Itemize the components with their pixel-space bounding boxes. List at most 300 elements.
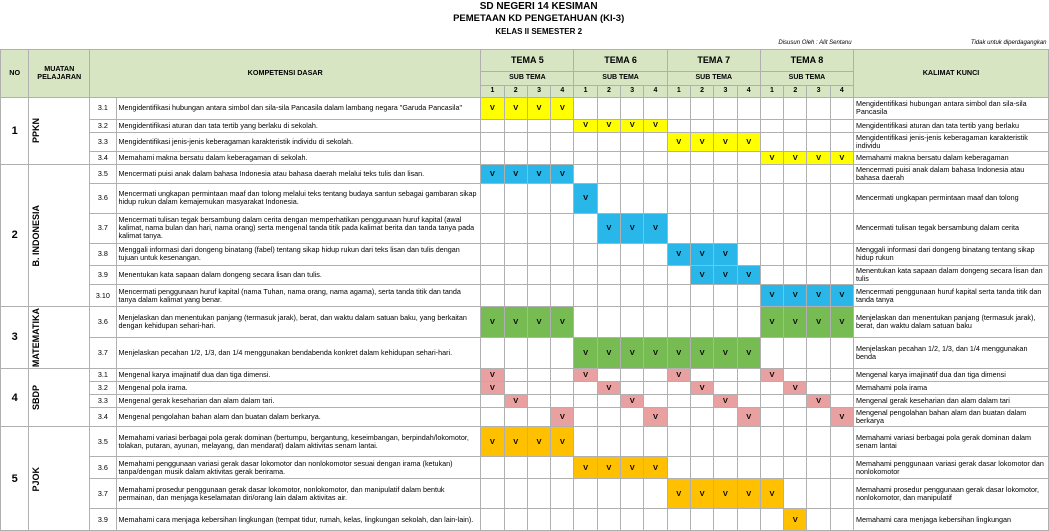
mark-cell[interactable]: V <box>644 213 667 243</box>
mark-cell[interactable]: V <box>714 243 737 265</box>
mark-cell[interactable]: V <box>714 265 737 284</box>
mark-cell[interactable]: V <box>551 164 574 183</box>
mark-cell[interactable] <box>621 509 644 531</box>
mark-cell[interactable] <box>551 457 574 479</box>
mark-cell[interactable] <box>551 119 574 132</box>
mark-cell[interactable] <box>574 151 597 164</box>
mark-cell[interactable] <box>551 509 574 531</box>
mark-cell[interactable] <box>807 213 830 243</box>
mark-cell[interactable]: V <box>714 338 737 369</box>
mark-cell[interactable] <box>574 479 597 509</box>
mark-cell[interactable]: V <box>737 132 760 151</box>
mark-cell[interactable] <box>644 307 667 338</box>
mark-cell[interactable] <box>807 265 830 284</box>
mark-cell[interactable]: V <box>667 369 690 382</box>
mark-cell[interactable] <box>784 119 807 132</box>
mark-cell[interactable] <box>760 457 783 479</box>
mark-cell[interactable]: V <box>737 265 760 284</box>
mark-cell[interactable] <box>830 509 853 531</box>
mark-cell[interactable] <box>807 132 830 151</box>
mark-cell[interactable]: V <box>760 369 783 382</box>
mark-cell[interactable] <box>830 119 853 132</box>
mark-cell[interactable]: V <box>737 338 760 369</box>
mark-cell[interactable] <box>551 183 574 213</box>
mark-cell[interactable] <box>481 285 504 307</box>
mark-cell[interactable]: V <box>644 457 667 479</box>
mark-cell[interactable] <box>597 183 620 213</box>
mark-cell[interactable] <box>714 151 737 164</box>
mark-cell[interactable]: V <box>481 369 504 382</box>
mark-cell[interactable] <box>527 338 550 369</box>
mark-cell[interactable] <box>527 479 550 509</box>
mark-cell[interactable] <box>504 265 527 284</box>
mark-cell[interactable] <box>574 243 597 265</box>
mark-cell[interactable]: V <box>644 338 667 369</box>
mark-cell[interactable]: V <box>551 307 574 338</box>
mark-cell[interactable] <box>527 369 550 382</box>
mark-cell[interactable] <box>807 338 830 369</box>
mark-cell[interactable]: V <box>807 307 830 338</box>
mark-cell[interactable] <box>504 479 527 509</box>
mark-cell[interactable]: V <box>714 479 737 509</box>
mark-cell[interactable]: V <box>644 408 667 427</box>
mark-cell[interactable] <box>504 213 527 243</box>
mark-cell[interactable] <box>527 132 550 151</box>
mark-cell[interactable]: V <box>481 382 504 395</box>
mark-cell[interactable] <box>737 369 760 382</box>
mark-cell[interactable] <box>784 97 807 119</box>
mark-cell[interactable] <box>597 132 620 151</box>
mark-cell[interactable] <box>714 213 737 243</box>
mark-cell[interactable]: V <box>784 151 807 164</box>
mark-cell[interactable] <box>690 307 713 338</box>
mark-cell[interactable] <box>481 395 504 408</box>
mark-cell[interactable] <box>690 164 713 183</box>
mark-cell[interactable] <box>597 427 620 457</box>
mark-cell[interactable] <box>830 427 853 457</box>
mark-cell[interactable]: V <box>784 382 807 395</box>
mark-cell[interactable] <box>574 97 597 119</box>
mark-cell[interactable] <box>690 285 713 307</box>
mark-cell[interactable] <box>481 479 504 509</box>
mark-cell[interactable] <box>667 285 690 307</box>
mark-cell[interactable]: V <box>551 427 574 457</box>
mark-cell[interactable] <box>551 132 574 151</box>
mark-cell[interactable] <box>784 183 807 213</box>
mark-cell[interactable] <box>737 213 760 243</box>
mark-cell[interactable]: V <box>760 285 783 307</box>
mark-cell[interactable] <box>784 265 807 284</box>
mark-cell[interactable] <box>830 97 853 119</box>
mark-cell[interactable]: V <box>527 97 550 119</box>
mark-cell[interactable] <box>597 151 620 164</box>
mark-cell[interactable]: V <box>481 97 504 119</box>
mark-cell[interactable] <box>621 132 644 151</box>
mark-cell[interactable] <box>481 151 504 164</box>
mark-cell[interactable] <box>737 243 760 265</box>
mark-cell[interactable] <box>481 408 504 427</box>
mark-cell[interactable] <box>644 132 667 151</box>
mark-cell[interactable] <box>667 265 690 284</box>
mark-cell[interactable]: V <box>644 119 667 132</box>
mark-cell[interactable]: V <box>690 382 713 395</box>
mark-cell[interactable] <box>667 427 690 457</box>
mark-cell[interactable] <box>644 164 667 183</box>
mark-cell[interactable] <box>830 457 853 479</box>
mark-cell[interactable] <box>667 457 690 479</box>
mark-cell[interactable]: V <box>621 119 644 132</box>
mark-cell[interactable] <box>527 395 550 408</box>
mark-cell[interactable]: V <box>690 338 713 369</box>
mark-cell[interactable] <box>830 164 853 183</box>
mark-cell[interactable] <box>481 132 504 151</box>
mark-cell[interactable] <box>504 243 527 265</box>
mark-cell[interactable]: V <box>481 307 504 338</box>
mark-cell[interactable] <box>830 338 853 369</box>
mark-cell[interactable]: V <box>481 427 504 457</box>
mark-cell[interactable] <box>481 457 504 479</box>
mark-cell[interactable] <box>714 369 737 382</box>
mark-cell[interactable] <box>784 164 807 183</box>
mark-cell[interactable]: V <box>760 307 783 338</box>
mark-cell[interactable] <box>737 151 760 164</box>
mark-cell[interactable] <box>667 509 690 531</box>
mark-cell[interactable] <box>784 427 807 457</box>
mark-cell[interactable] <box>481 119 504 132</box>
mark-cell[interactable] <box>714 509 737 531</box>
mark-cell[interactable]: V <box>597 457 620 479</box>
mark-cell[interactable]: V <box>807 285 830 307</box>
mark-cell[interactable] <box>621 183 644 213</box>
mark-cell[interactable] <box>737 395 760 408</box>
mark-cell[interactable] <box>807 183 830 213</box>
mark-cell[interactable] <box>504 382 527 395</box>
mark-cell[interactable] <box>504 285 527 307</box>
mark-cell[interactable] <box>784 457 807 479</box>
mark-cell[interactable]: V <box>527 427 550 457</box>
mark-cell[interactable] <box>597 243 620 265</box>
mark-cell[interactable] <box>807 243 830 265</box>
mark-cell[interactable] <box>621 307 644 338</box>
mark-cell[interactable]: V <box>760 151 783 164</box>
mark-cell[interactable] <box>574 408 597 427</box>
mark-cell[interactable]: V <box>504 164 527 183</box>
mark-cell[interactable] <box>760 408 783 427</box>
mark-cell[interactable] <box>504 183 527 213</box>
mark-cell[interactable] <box>527 408 550 427</box>
mark-cell[interactable] <box>504 151 527 164</box>
mark-cell[interactable] <box>551 265 574 284</box>
mark-cell[interactable] <box>830 382 853 395</box>
mark-cell[interactable] <box>667 307 690 338</box>
mark-cell[interactable]: V <box>714 132 737 151</box>
mark-cell[interactable] <box>621 243 644 265</box>
mark-cell[interactable] <box>527 382 550 395</box>
mark-cell[interactable] <box>481 265 504 284</box>
mark-cell[interactable] <box>760 338 783 369</box>
mark-cell[interactable] <box>760 97 783 119</box>
mark-cell[interactable] <box>621 382 644 395</box>
mark-cell[interactable] <box>784 338 807 369</box>
mark-cell[interactable] <box>760 427 783 457</box>
mark-cell[interactable] <box>597 285 620 307</box>
mark-cell[interactable] <box>574 395 597 408</box>
mark-cell[interactable]: V <box>621 213 644 243</box>
mark-cell[interactable] <box>597 97 620 119</box>
mark-cell[interactable] <box>621 265 644 284</box>
mark-cell[interactable] <box>644 97 667 119</box>
mark-cell[interactable] <box>621 285 644 307</box>
mark-cell[interactable] <box>527 213 550 243</box>
mark-cell[interactable] <box>807 457 830 479</box>
mark-cell[interactable] <box>644 395 667 408</box>
mark-cell[interactable]: V <box>807 395 830 408</box>
mark-cell[interactable] <box>551 213 574 243</box>
mark-cell[interactable] <box>830 132 853 151</box>
mark-cell[interactable]: V <box>830 151 853 164</box>
mark-cell[interactable] <box>574 307 597 338</box>
mark-cell[interactable] <box>644 479 667 509</box>
mark-cell[interactable] <box>481 243 504 265</box>
mark-cell[interactable] <box>667 213 690 243</box>
mark-cell[interactable]: V <box>574 369 597 382</box>
mark-cell[interactable] <box>690 427 713 457</box>
mark-cell[interactable] <box>737 427 760 457</box>
mark-cell[interactable]: V <box>574 183 597 213</box>
mark-cell[interactable] <box>714 97 737 119</box>
mark-cell[interactable] <box>551 395 574 408</box>
mark-cell[interactable] <box>481 509 504 531</box>
mark-cell[interactable] <box>551 479 574 509</box>
mark-cell[interactable]: V <box>551 408 574 427</box>
mark-cell[interactable] <box>760 132 783 151</box>
mark-cell[interactable] <box>597 307 620 338</box>
mark-cell[interactable] <box>574 164 597 183</box>
mark-cell[interactable] <box>644 151 667 164</box>
mark-cell[interactable] <box>784 479 807 509</box>
mark-cell[interactable]: V <box>784 285 807 307</box>
mark-cell[interactable] <box>760 213 783 243</box>
mark-cell[interactable] <box>714 164 737 183</box>
mark-cell[interactable]: V <box>714 395 737 408</box>
mark-cell[interactable] <box>504 457 527 479</box>
mark-cell[interactable] <box>830 369 853 382</box>
mark-cell[interactable] <box>527 119 550 132</box>
mark-cell[interactable] <box>551 338 574 369</box>
mark-cell[interactable] <box>644 265 667 284</box>
mark-cell[interactable] <box>784 132 807 151</box>
mark-cell[interactable] <box>807 408 830 427</box>
mark-cell[interactable]: V <box>597 382 620 395</box>
mark-cell[interactable]: V <box>621 338 644 369</box>
mark-cell[interactable] <box>551 243 574 265</box>
mark-cell[interactable] <box>621 369 644 382</box>
mark-cell[interactable] <box>807 119 830 132</box>
mark-cell[interactable] <box>644 382 667 395</box>
mark-cell[interactable]: V <box>690 479 713 509</box>
mark-cell[interactable]: V <box>830 408 853 427</box>
mark-cell[interactable] <box>504 132 527 151</box>
mark-cell[interactable] <box>504 119 527 132</box>
mark-cell[interactable]: V <box>690 243 713 265</box>
mark-cell[interactable] <box>597 408 620 427</box>
mark-cell[interactable] <box>714 285 737 307</box>
mark-cell[interactable]: V <box>737 479 760 509</box>
mark-cell[interactable]: V <box>527 164 550 183</box>
mark-cell[interactable]: V <box>830 307 853 338</box>
mark-cell[interactable] <box>621 408 644 427</box>
mark-cell[interactable] <box>574 509 597 531</box>
mark-cell[interactable] <box>621 151 644 164</box>
mark-cell[interactable] <box>667 164 690 183</box>
mark-cell[interactable] <box>760 382 783 395</box>
mark-cell[interactable] <box>807 427 830 457</box>
mark-cell[interactable] <box>690 369 713 382</box>
mark-cell[interactable] <box>714 119 737 132</box>
mark-cell[interactable] <box>527 183 550 213</box>
mark-cell[interactable] <box>574 132 597 151</box>
mark-cell[interactable] <box>830 265 853 284</box>
mark-cell[interactable] <box>760 243 783 265</box>
mark-cell[interactable]: V <box>830 285 853 307</box>
mark-cell[interactable] <box>527 151 550 164</box>
mark-cell[interactable] <box>737 183 760 213</box>
mark-cell[interactable] <box>807 509 830 531</box>
mark-cell[interactable]: V <box>621 395 644 408</box>
mark-cell[interactable] <box>737 285 760 307</box>
mark-cell[interactable] <box>667 382 690 395</box>
mark-cell[interactable] <box>830 213 853 243</box>
mark-cell[interactable] <box>830 183 853 213</box>
mark-cell[interactable]: V <box>690 265 713 284</box>
mark-cell[interactable] <box>737 509 760 531</box>
mark-cell[interactable] <box>714 457 737 479</box>
mark-cell[interactable] <box>621 97 644 119</box>
mark-cell[interactable] <box>621 164 644 183</box>
mark-cell[interactable] <box>737 97 760 119</box>
mark-cell[interactable] <box>760 119 783 132</box>
mark-cell[interactable]: V <box>784 509 807 531</box>
mark-cell[interactable] <box>527 243 550 265</box>
mark-cell[interactable] <box>784 243 807 265</box>
mark-cell[interactable] <box>714 183 737 213</box>
mark-cell[interactable] <box>551 151 574 164</box>
mark-cell[interactable] <box>784 408 807 427</box>
mark-cell[interactable]: V <box>504 427 527 457</box>
mark-cell[interactable] <box>644 509 667 531</box>
mark-cell[interactable] <box>667 151 690 164</box>
mark-cell[interactable] <box>690 213 713 243</box>
mark-cell[interactable] <box>714 408 737 427</box>
mark-cell[interactable] <box>760 164 783 183</box>
mark-cell[interactable] <box>807 479 830 509</box>
mark-cell[interactable] <box>597 479 620 509</box>
mark-cell[interactable] <box>690 151 713 164</box>
mark-cell[interactable] <box>807 97 830 119</box>
mark-cell[interactable] <box>690 395 713 408</box>
mark-cell[interactable]: V <box>481 164 504 183</box>
mark-cell[interactable] <box>737 164 760 183</box>
mark-cell[interactable] <box>644 285 667 307</box>
mark-cell[interactable] <box>714 382 737 395</box>
mark-cell[interactable]: V <box>597 213 620 243</box>
mark-cell[interactable] <box>737 307 760 338</box>
mark-cell[interactable] <box>760 395 783 408</box>
mark-cell[interactable]: V <box>667 132 690 151</box>
mark-cell[interactable] <box>807 382 830 395</box>
mark-cell[interactable] <box>481 338 504 369</box>
mark-cell[interactable] <box>597 369 620 382</box>
mark-cell[interactable] <box>597 509 620 531</box>
mark-cell[interactable] <box>807 164 830 183</box>
mark-cell[interactable] <box>667 97 690 119</box>
mark-cell[interactable] <box>690 97 713 119</box>
mark-cell[interactable] <box>621 427 644 457</box>
mark-cell[interactable] <box>667 183 690 213</box>
mark-cell[interactable] <box>597 164 620 183</box>
mark-cell[interactable] <box>690 457 713 479</box>
mark-cell[interactable] <box>830 395 853 408</box>
mark-cell[interactable]: V <box>737 408 760 427</box>
mark-cell[interactable] <box>527 265 550 284</box>
mark-cell[interactable]: V <box>667 243 690 265</box>
mark-cell[interactable] <box>667 119 690 132</box>
mark-cell[interactable] <box>644 427 667 457</box>
mark-cell[interactable] <box>807 369 830 382</box>
mark-cell[interactable]: V <box>504 307 527 338</box>
mark-cell[interactable] <box>690 509 713 531</box>
mark-cell[interactable]: V <box>760 479 783 509</box>
mark-cell[interactable] <box>690 183 713 213</box>
mark-cell[interactable]: V <box>667 479 690 509</box>
mark-cell[interactable] <box>644 369 667 382</box>
mark-cell[interactable]: V <box>527 307 550 338</box>
mark-cell[interactable]: V <box>667 338 690 369</box>
mark-cell[interactable] <box>574 382 597 395</box>
mark-cell[interactable] <box>574 285 597 307</box>
mark-cell[interactable] <box>527 457 550 479</box>
mark-cell[interactable] <box>504 369 527 382</box>
mark-cell[interactable] <box>504 338 527 369</box>
mark-cell[interactable] <box>714 307 737 338</box>
mark-cell[interactable] <box>784 213 807 243</box>
mark-cell[interactable] <box>760 509 783 531</box>
mark-cell[interactable] <box>551 369 574 382</box>
mark-cell[interactable] <box>667 395 690 408</box>
mark-cell[interactable] <box>481 183 504 213</box>
mark-cell[interactable] <box>690 119 713 132</box>
mark-cell[interactable]: V <box>504 97 527 119</box>
mark-cell[interactable]: V <box>597 338 620 369</box>
mark-cell[interactable]: V <box>807 151 830 164</box>
mark-cell[interactable]: V <box>621 457 644 479</box>
mark-cell[interactable] <box>784 369 807 382</box>
mark-cell[interactable] <box>504 509 527 531</box>
mark-cell[interactable] <box>737 457 760 479</box>
mark-cell[interactable] <box>481 213 504 243</box>
mark-cell[interactable] <box>574 427 597 457</box>
mark-cell[interactable]: V <box>574 119 597 132</box>
mark-cell[interactable] <box>621 479 644 509</box>
mark-cell[interactable]: V <box>574 338 597 369</box>
mark-cell[interactable] <box>760 183 783 213</box>
mark-cell[interactable] <box>551 382 574 395</box>
mark-cell[interactable] <box>830 243 853 265</box>
mark-cell[interactable] <box>574 265 597 284</box>
mark-cell[interactable] <box>527 285 550 307</box>
mark-cell[interactable] <box>574 213 597 243</box>
mark-cell[interactable]: V <box>690 132 713 151</box>
